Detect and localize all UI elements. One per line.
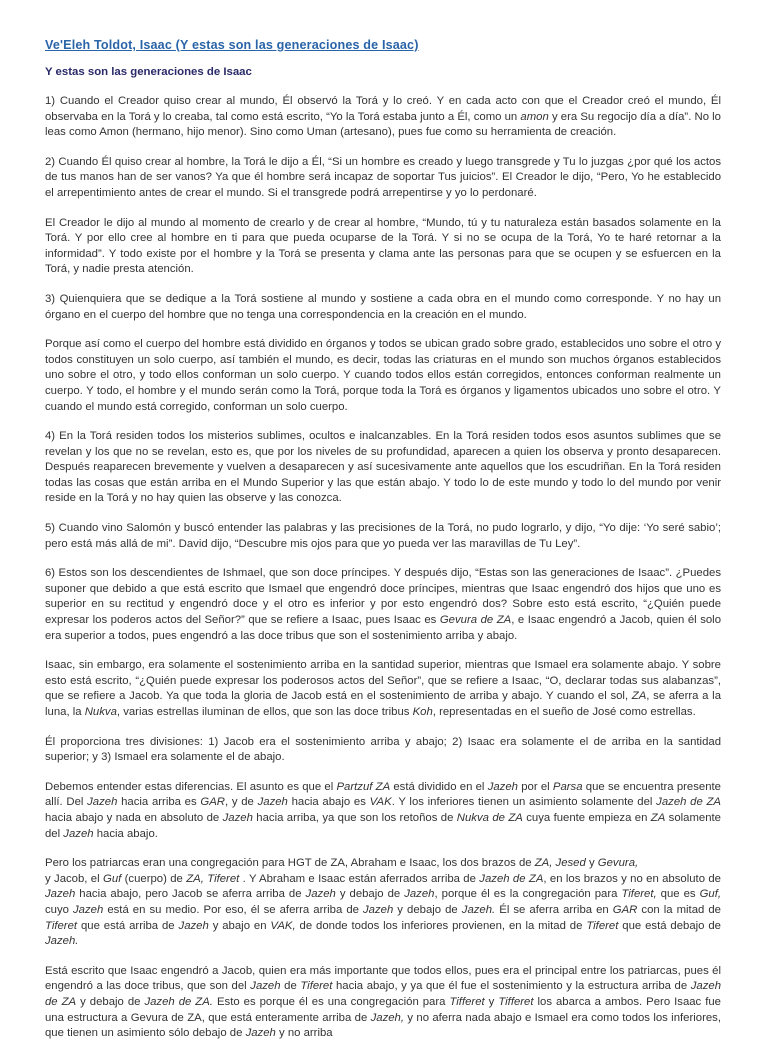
- body-paragraph: Porque así como el cuerpo del hombre está dividido en órganos y todos se ubican grado sobre grado, establecidos uno sobre el otro y todos constituyen un solo cuerpo, así también el mundo, es decir, todas las criaturas en el mundo son muchos órganos establecidos uno sobre el otro, y todo ellos conforman un solo cuerpo. Y cuando todos ellos están corregidos, entonces conforman realmente un cuerpo. Y todo, el hombre y el mundo serán como la Torá, porque toda la Torá es órganos y ligamentos ubicados uno sobre el otro. Y cuando el mundo está corregido, conforman un solo cuerpo.: [45, 338, 721, 413]
- body-paragraph: 5) Cuando vino Salomón y buscó entender las palabras y las precisiones de la Torá, no pudo lograrlo, y dijo, “Yo dije: ‘Yo seré sabio’; pero está más allá de mi”. David dijo, “Descubre mis ojos para que yo pueda ver las maravillas de Tu Ley”.: [45, 522, 721, 550]
- body-paragraph: 4) En la Torá residen todos los misterios sublimes, ocultos e inalcanzables. En la Torá residen todos esos asuntos sublimes que se revelan y los que no se revelan, esto es, que por los niveles de su profundidad, aparecen a quien los observa y pronto desaparecen. Después reaparecen brevemente y vuelven a desaparecen y así sucesivamente ante aquellos que los escudriñan. En la Torá residen todas las cosas que están arriba en el Mundo Superior y las que están abajo. Y todo lo de este mundo y todo lo del mundo por venir reside en la Torá y no hay quien las observe y las conozca.: [45, 430, 721, 505]
- body-paragraph: Debemos entender estas diferencias. El asunto es que el Partzuf ZA está dividido en el Jazeh por el Parsa que se encuentra presente allí. Del Jazeh hacia arriba es GAR, y de Jazeh hacia abajo es VAK. Y los inferiores tienen un asimiento solamente del Jazeh de ZA hacia abajo y nada en absoluto de Jazeh hacia arriba, ya que son los retoños de Nukva de ZA cuya fuente empieza en ZA solamente del Jazeh hacia abajo.: [45, 780, 721, 840]
- body-paragraph: Él proporciona tres divisiones: 1) Jacob era el sostenimiento arriba y abajo; 2) Isaac era solamente el de arriba en la santidad superior; y 3) Ismael era solamente el de abajo.: [45, 735, 721, 764]
- body-paragraph: Isaac, sin embargo, era solamente el sostenimiento arriba en la santidad superior, mientras que Ismael era solamente abajo. Y sobre esto está escrito, “¿Quién puede expresar los poderosos actos del Señor”, que se refiere a Isaac, “O, declarar todas sus alabanzas”, que se refiere a Jacob. Ya que toda la gloria de Jacob está en el sostenimiento de arriba y abajo. Y cuando el sol, ZA, se aferra a la luna, la Nukva, varias estrellas iluminan de ellos, que son las doce tribus Koh, representadas en el sueño de José como estrellas.: [45, 659, 721, 718]
- article-title-link[interactable]: Ve'Eleh Toldot, Isaac (Y estas son las generaciones de Isaac): [45, 38, 419, 52]
- article-body: [45, 94, 721, 1042]
- body-paragraph: 2) Cuando Él quiso crear al hombre, la Torá le dijo a Él, “Si un hombre es creado y luego transgrede y Tu lo juzgas ¿por qué los actos de tus manos han de ser vanos? Ya que él hombre será incapaz de soportar Tus juicios”. El Creador le dijo, “Pero, Yo he establecido el arrepentimiento antes de crear el mundo. Si el transgrede podrá arrepentirse y yo lo perdonaré.: [45, 155, 721, 199]
- body-paragraph: El Creador le dijo al mundo al momento de crearlo y de crear al hombre, “Mundo, tú y tu naturaleza están basados solamente en la Torá. Y por ello cree al hombre en ti para que pueda ocuparse de la Torá. Y si no se ocupa de la Torá, Yo te haré retornar a la informidad”. Y todo existe por el hombre y la Torá se presenta y clama ante las personas para que se ocupen y se esfuercen en la Torá, y nadie presta atención.: [45, 216, 721, 276]
- body-paragraph: Está escrito que Isaac engendró a Jacob, quien era más importante que todos ellos, pues era el principal entre los patriarcas, pues él engendró a las doce tribus, que son del Jazeh de Tiferet hacia abajo, y ya que él fue el sostenimiento y la estructura arriba de Jazeh de ZA y debajo de Jazeh de ZA. Esto es porque él es una congregación para Tifferet y Tifferet los abarca a ambos. Pero Isaac fue una estructura a Gevura de ZA, que está enteramente arriba de Jazeh, y no aferra nada abajo e Ismael era como todos los inferiores, que tienen un asimiento sólo debajo de Jazeh y no arriba: [45, 964, 722, 1040]
- body-paragraph: 3) Quienquiera que se dedique a la Torá sostiene al mundo y sostiene a cada obra en el mundo como corresponde. Y no hay un órgano en el cuerpo del hombre que no tenga una correspondencia en la creación en el mundo.: [45, 292, 721, 321]
- section-subtitle: Y estas son las generaciones de Isaac: [45, 66, 252, 78]
- body-paragraph: 1) Cuando el Creador quiso crear al mundo, Él observó la Torá y lo creó. Y en cada acto con que el Creador creó el mundo, Él observaba en la Torá y lo creaba, tal como está escrito, “Yo la Torá estaba junto a Él, como un amon y era Su regocijo día a día”. No lo leas como Amon (hermano, hijo menor). Sino como Uman (artesano), pues fue como su herramienta de creación.: [45, 95, 721, 139]
- body-paragraph: Pero los patriarcas eran una congregación para HGT de ZA, Abraham e Isaac, los dos brazos de ZA, Jesed y Gevura, y Jacob, el Guf (cuerpo) de ZA, Tiferet . Y Abraham e Isaac están aferrados arriba de Jazeh de ZA, en los brazos y no en absoluto de Jazeh hacia abajo, pero Jacob se aferra arriba de Jazeh y debajo de Jazeh, porque él es la congregación para Tiferet, que es Guf, cuyo Jazeh está en su medio. Por eso, él se aferra arriba de Jazeh y debajo de Jazeh. Él se aferra arriba en GAR con la mitad de Tiferet que está arriba de Jazeh y abajo en VAK, de donde todos los inferiores provienen, en la mitad de Tiferet que está debajo de Jazeh.: [45, 857, 721, 948]
- body-paragraph: 6) Estos son los descendientes de Ishmael, que son doce príncipes. Y después dijo, “Estas son las generaciones de Isaac”. ¿Puedes suponer que debido a que está escrito que Ismael que engendró doce príncipes, mientras que Isaac engendró dos hijos que uno es superior en su rectitud y engendró doce y el otro es inferior y por esto engendró dos? Sobre esto está escrito, “¿Quién puede expresar los poderos actos del Señor?” que se refiere a Isaac, pues Isaac es Gevura de ZA, e Isaac engendró a Jacob, quien él solo era superior a todos, pues engendró a las doce tribus que son el sostenimiento arriba y abajo.: [45, 567, 721, 642]
